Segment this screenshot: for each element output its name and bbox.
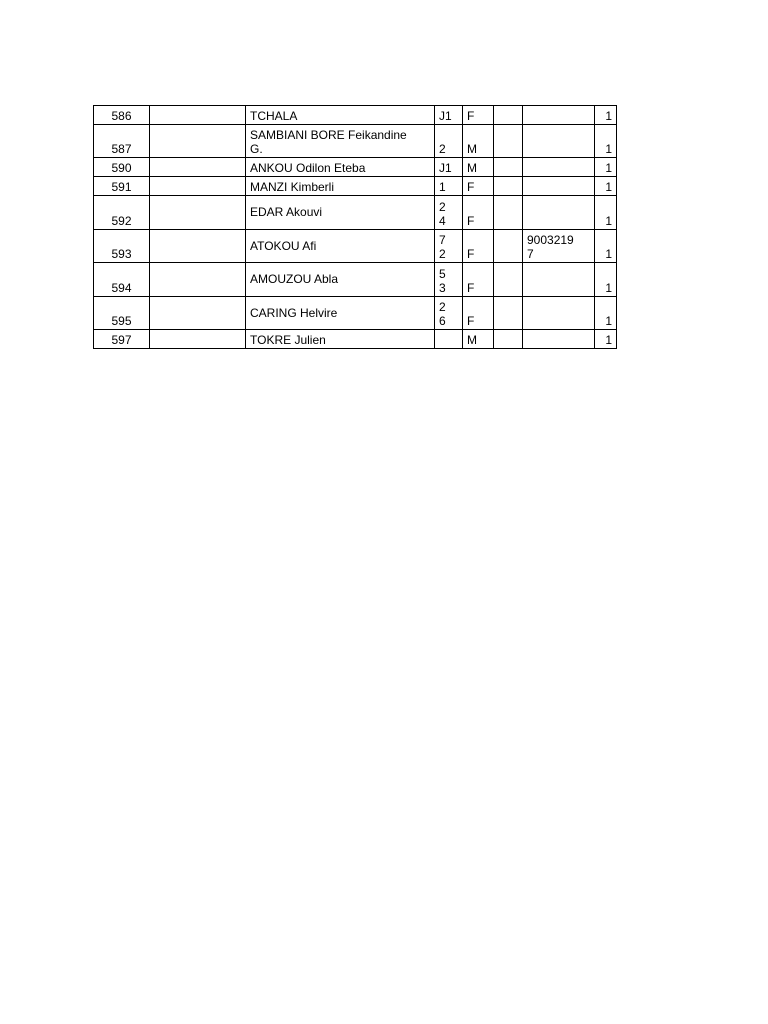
age-cell [435,263,463,297]
blank-cell [494,297,523,330]
table-row [94,125,617,158]
row-number: 587 [94,125,150,158]
name-line: G. [250,142,263,156]
table-row [94,330,617,349]
person-name: AMOUZOU Abla [246,263,435,297]
age-cell: J1 [435,158,463,177]
sex-cell: F [463,297,494,330]
row-number: 592 [94,196,150,230]
code-cell [523,158,595,177]
blank-cell [150,158,246,177]
row-number: 597 [94,330,150,349]
code-cell [523,177,595,196]
row-number: 591 [94,177,150,196]
table-row [94,177,617,196]
sex-cell: F [463,196,494,230]
blank-cell [494,177,523,196]
code-cell [523,330,595,349]
name-line: SAMBIANI BORE Feikandine [250,128,407,142]
registry-table [93,105,617,349]
blank-cell [150,230,246,263]
blank-cell [150,263,246,297]
row-number: 594 [94,263,150,297]
age-cell [435,230,463,263]
row-number: 595 [94,297,150,330]
code-line: 9003219 [527,233,574,247]
row-number: 590 [94,158,150,177]
age-digit: 2 [439,300,446,314]
sex-cell: F [463,263,494,297]
person-name: ANKOU Odilon Eteba [246,158,435,177]
person-name: MANZI Kimberli [246,177,435,196]
blank-cell [494,263,523,297]
code-cell [523,196,595,230]
sex-cell: M [463,125,494,158]
age-digit: 2 [439,247,446,261]
age-cell: J1 [435,106,463,125]
count-cell: 1 [595,125,617,158]
blank-cell [494,196,523,230]
sex-cell: M [463,158,494,177]
row-number: 593 [94,230,150,263]
count-cell: 1 [595,230,617,263]
person-name: CARING Helvire [246,297,435,330]
blank-cell [150,330,246,349]
blank-cell [150,177,246,196]
code-cell [523,125,595,158]
blank-cell [494,230,523,263]
age-digit: 6 [439,314,446,328]
age-digit: 3 [439,281,446,295]
blank-cell [150,106,246,125]
age-cell: 1 [435,177,463,196]
age-digit: 7 [439,233,446,247]
person-name [246,125,435,158]
person-name: TCHALA [246,106,435,125]
age-cell [435,196,463,230]
code-cell [523,297,595,330]
code-cell [523,263,595,297]
blank-cell [494,125,523,158]
count-cell: 1 [595,158,617,177]
age-digit: 4 [439,214,446,228]
age-cell: 2 [435,125,463,158]
count-cell: 1 [595,177,617,196]
count-cell: 1 [595,106,617,125]
code-cell [523,230,595,263]
blank-cell [494,158,523,177]
age-cell [435,297,463,330]
sex-cell: F [463,230,494,263]
person-name: ATOKOU Afi [246,230,435,263]
blank-cell [494,106,523,125]
code-cell [523,106,595,125]
count-cell: 1 [595,330,617,349]
count-cell: 1 [595,196,617,230]
blank-cell [150,297,246,330]
table-row [94,263,617,297]
blank-cell [150,125,246,158]
sex-cell: M [463,330,494,349]
person-name: TOKRE Julien [246,330,435,349]
person-name: EDAR Akouvi [246,196,435,230]
row-number: 586 [94,106,150,125]
table-row [94,158,617,177]
age-cell [435,330,463,349]
sex-cell: F [463,106,494,125]
count-cell: 1 [595,263,617,297]
blank-cell [150,196,246,230]
blank-cell [494,330,523,349]
table-row [94,230,617,263]
age-digit: 2 [439,200,446,214]
table-row [94,106,617,125]
code-line: 7 [527,247,534,261]
age-digit: 5 [439,267,446,281]
count-cell: 1 [595,297,617,330]
table-row [94,196,617,230]
table-row [94,297,617,330]
sex-cell: F [463,177,494,196]
